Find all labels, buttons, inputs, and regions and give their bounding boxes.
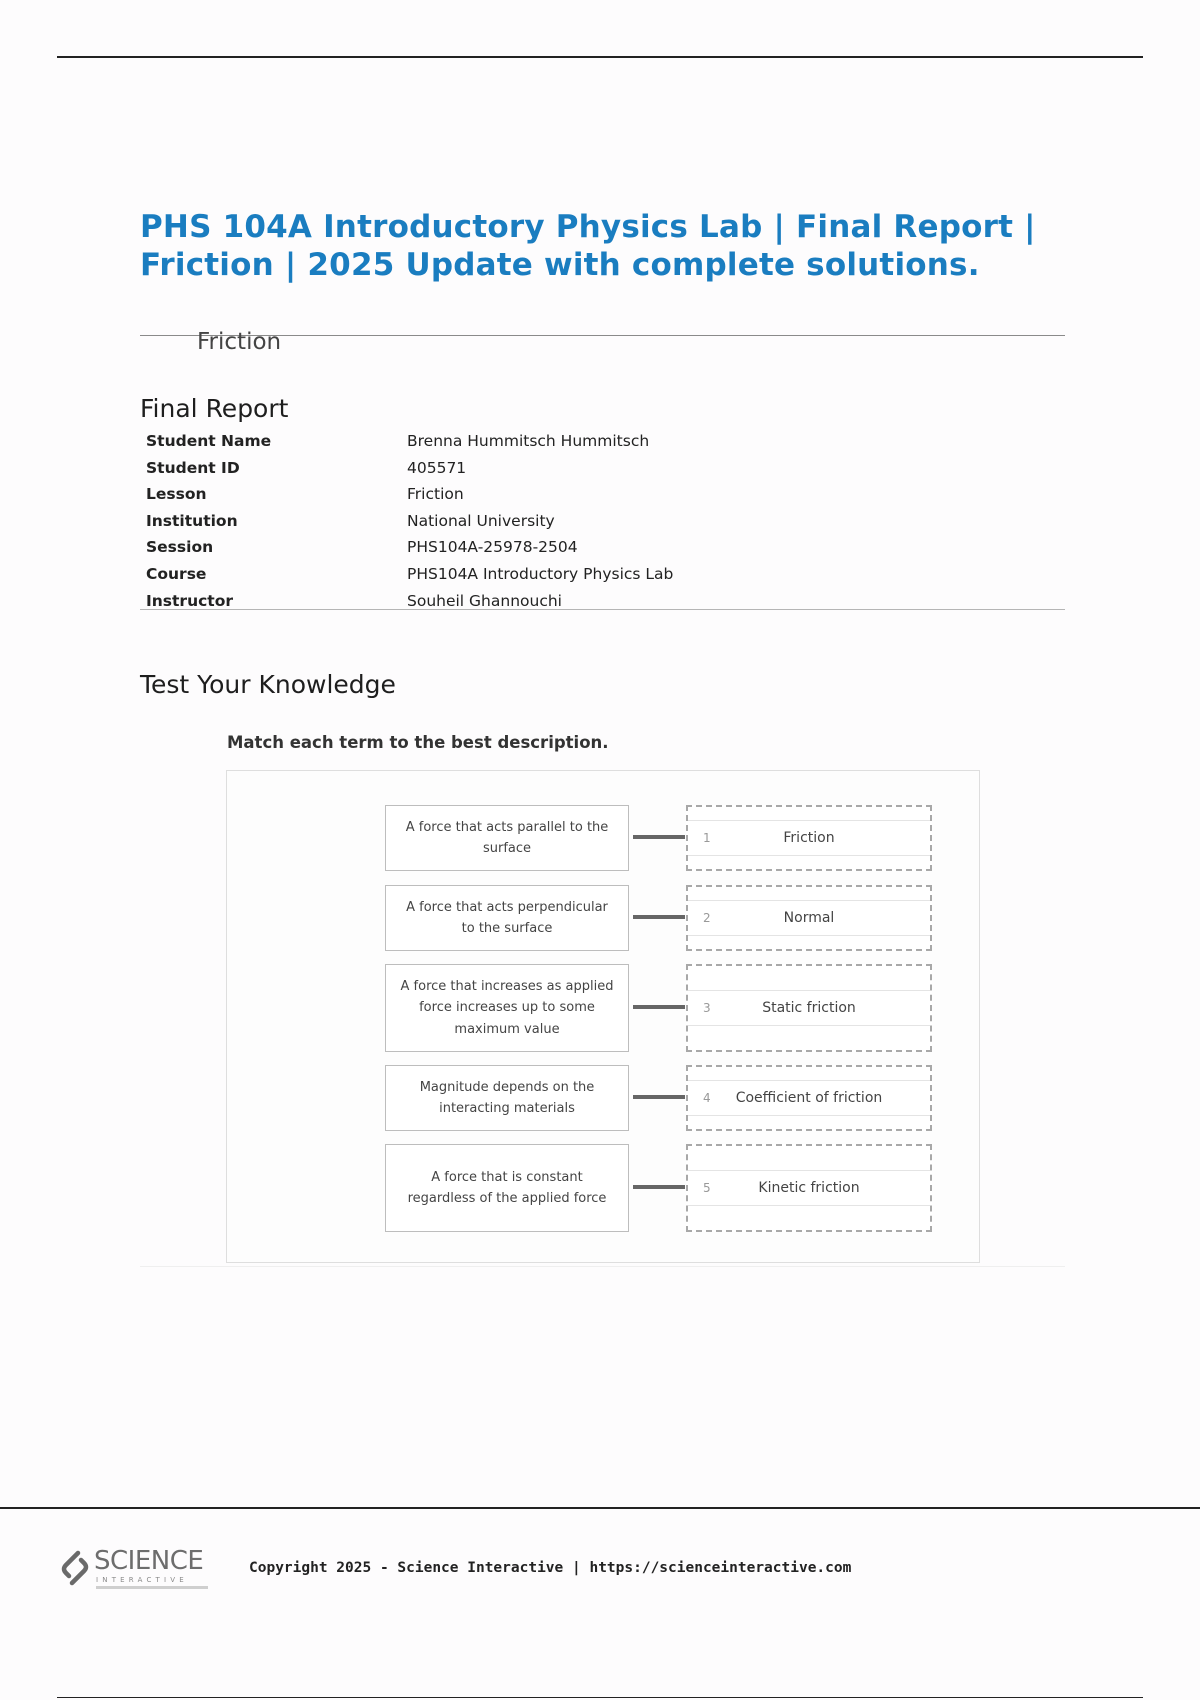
top-rule [57,56,1143,58]
science-interactive-logo [60,1546,210,1592]
info-label: Course [146,564,207,583]
term-chip[interactable] [688,990,930,1026]
logo-wordmark: SCIENCE [94,1546,204,1576]
section-tab-label: Friction [197,329,282,355]
footer-copyright: Copyright 2025 - Science Interactive | https://scienceinteractive.com [249,1560,852,1576]
info-label: Student ID [146,458,240,477]
match-connector [633,915,685,919]
info-value: PHS104A-25978-2504 [407,538,578,557]
info-row [146,485,1046,512]
term-chip[interactable] [688,1080,930,1116]
document-title: PHS 104A Introductory Physics Lab | Final Report | Friction | 2025 Update with complete solutions. [140,209,1036,283]
info-row [146,592,1046,608]
term-label: Coefficient of friction [735,1090,883,1106]
term-label: Kinetic friction [758,1180,860,1196]
term-number: 2 [703,911,711,925]
info-value: National University [407,511,555,530]
term-label: Friction [783,830,835,846]
info-row [146,432,1046,459]
info-label: Session [146,538,214,557]
logo-tagline-line [96,1586,208,1589]
info-value: Friction [407,485,464,504]
bottom-rule [57,1697,1143,1698]
test-your-knowledge-heading: Test Your Knowledge [140,670,396,699]
info-row [146,459,1046,486]
info-label: Student Name [146,432,272,450]
term-drop-target[interactable] [686,1144,932,1232]
info-row [146,512,1046,539]
term-number: 3 [703,1001,711,1015]
info-label: Institution [146,511,238,530]
match-connector [633,835,685,839]
logo-swirl-icon [60,1550,90,1586]
term-drop-target[interactable] [686,964,932,1052]
info-value: Souheil Ghannouchi [407,591,562,608]
term-chip[interactable] [688,900,930,936]
final-report-heading: Final Report [140,394,289,423]
logo-subtext: INTERACTIVE [96,1576,188,1584]
term-drop-target[interactable] [686,805,932,871]
description-box[interactable]: A force that acts parallel to the surface [385,805,629,871]
info-value: Brenna Hummitsch Hummitsch [407,432,650,450]
term-chip[interactable] [688,820,930,856]
info-table-divider [140,609,1065,610]
description-box[interactable]: A force that is constant regardless of the applied force [385,1144,629,1232]
term-label: Normal [783,910,835,926]
footer-rule [0,1507,1200,1509]
section-bottom-divider [140,1266,1065,1267]
matching-instruction: Match each term to the best description. [227,733,609,752]
match-connector [633,1095,685,1099]
info-label: Lesson [146,485,207,504]
info-table-clip [140,432,1065,608]
description-box[interactable]: A force that increases as applied force increases up to some maximum value [385,964,629,1052]
term-number: 5 [703,1181,711,1195]
term-drop-target[interactable] [686,1065,932,1131]
info-label: Instructor [146,591,234,608]
term-drop-target[interactable] [686,885,932,951]
info-value: PHS104A Introductory Physics Lab [407,564,674,583]
term-chip[interactable] [688,1170,930,1206]
term-label: Static friction [762,1000,856,1016]
info-row [146,538,1046,565]
match-connector [633,1005,685,1009]
term-number: 4 [703,1091,711,1105]
description-box[interactable]: Magnitude depends on the interacting materials [385,1065,629,1131]
student-info-table [146,432,1046,608]
term-number: 1 [703,831,711,845]
description-box[interactable]: A force that acts perpendicular to the surface [385,885,629,951]
match-connector [633,1185,685,1189]
info-row [146,565,1046,592]
info-value: 405571 [407,458,467,477]
